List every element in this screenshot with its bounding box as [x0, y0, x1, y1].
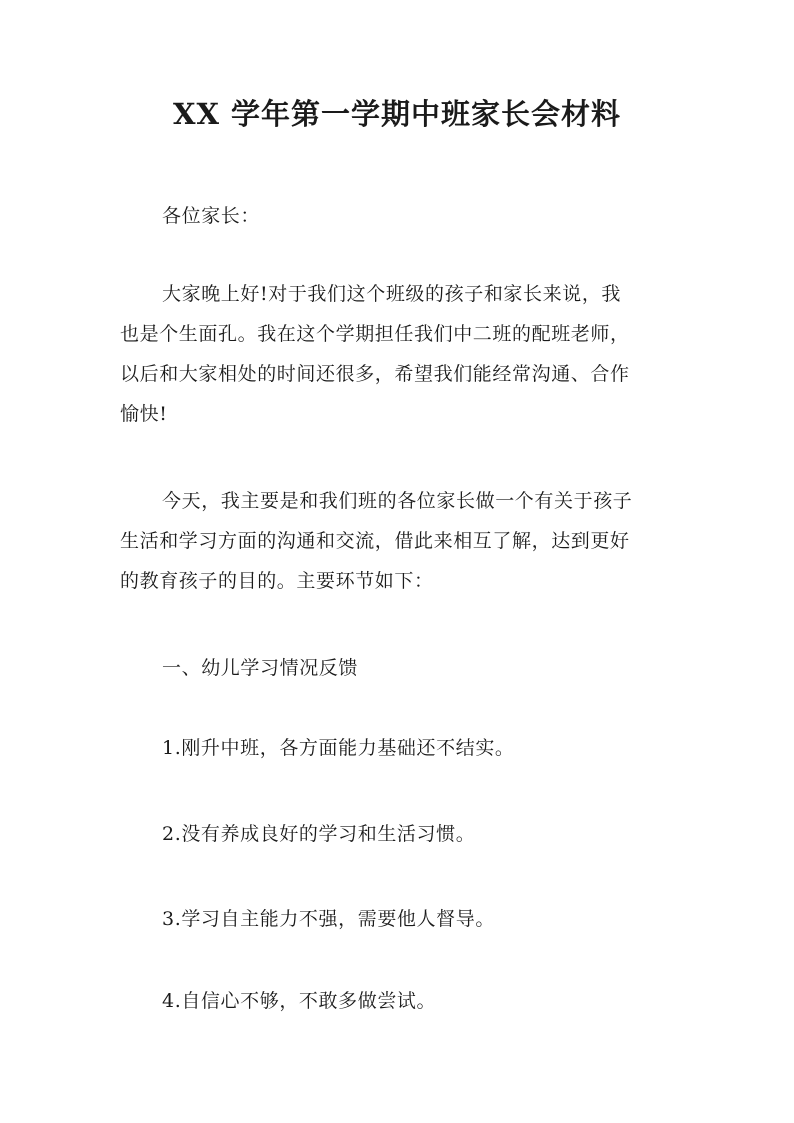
list-item-text: 2.没有养成良好的学习和生活习惯。	[162, 823, 476, 845]
list-item-text: 3.学习自主能力不强，需要他人督导。	[162, 908, 495, 930]
paragraph-line: 大家晚上好!对于我们这个班级的孩子和家长来说，我	[162, 283, 622, 305]
salutation	[120, 196, 680, 236]
paragraph-intro	[120, 481, 680, 601]
salutation-text: 各位家长：	[162, 205, 261, 227]
paragraph-line: 以后和大家相处的时间还很多，希望我们能经常沟通、合作	[120, 363, 630, 385]
section-heading-text: 一、幼儿学习情况反馈	[162, 657, 359, 679]
paragraph-line: 也是个生面孔。我在这个学期担任我们中二班的配班老师，	[120, 323, 630, 345]
list-item	[120, 899, 680, 939]
section-heading	[120, 648, 680, 688]
list-item	[120, 728, 680, 768]
list-item	[120, 981, 680, 1021]
document-title: XX 学年第一学期中班家长会材料	[172, 97, 622, 131]
paragraph-greeting	[120, 274, 680, 434]
list-item-text: 1.刚升中班，各方面能力基础还不结实。	[162, 737, 515, 759]
list-item-text: 4.自信心不够，不敢多做尝试。	[162, 990, 437, 1012]
paragraph-line: 愉快!	[120, 403, 168, 425]
paragraph-line: 今天，我主要是和我们班的各位家长做一个有关于孩子	[162, 490, 633, 512]
paragraph-line: 生活和学习方面的沟通和交流，借此来相互了解，达到更好	[120, 530, 630, 552]
list-item	[120, 814, 680, 854]
paragraph-line: 的教育孩子的目的。主要环节如下：	[120, 570, 434, 592]
